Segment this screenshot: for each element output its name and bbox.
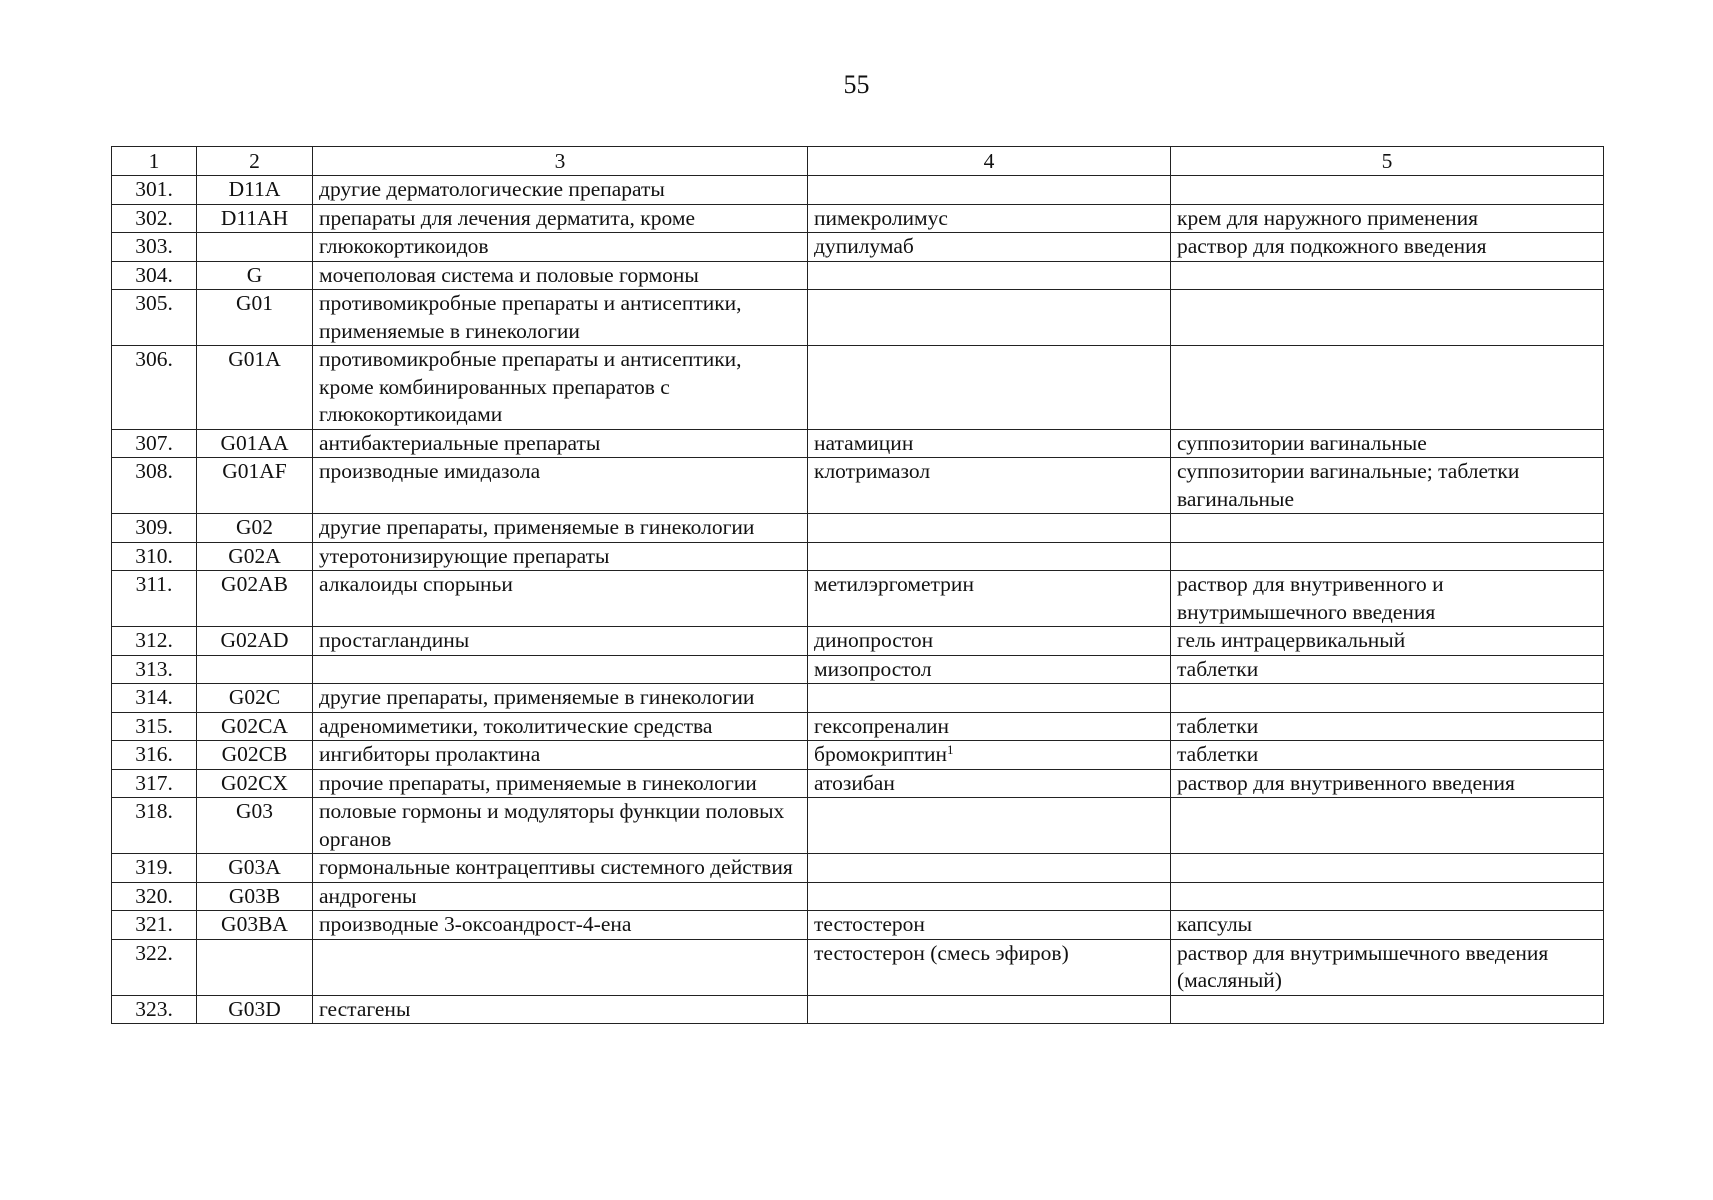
row-number: 314. [135,685,173,709]
row-number-cell [112,627,197,656]
column-header-2: 2 [197,147,313,176]
atc-code: G02AB [221,572,288,596]
atc-code-cell [197,882,313,911]
drug-name: тестостерон [814,912,925,936]
pharmacological-group: андрогены [319,883,417,908]
atc-code: D11AH [220,205,289,230]
column-header-4: 4 [808,147,1171,176]
atc-code-cell [197,627,313,656]
drug-name-cell [808,233,1171,262]
drug-name-cell [808,571,1171,627]
dosage-form-cell [1171,458,1604,514]
pharmacological-group-cell [313,655,808,684]
pharmacological-group-cell [313,712,808,741]
row-number: 303. [135,234,173,258]
atc-code: G [246,262,263,287]
row-number-cell [112,684,197,713]
pharmacological-group: прочие препараты, применяемые в гинекологии [319,770,757,795]
row-number-cell [112,542,197,571]
drug-name-cell [808,346,1171,430]
atc-code: G02AD [220,628,289,652]
row-number-cell [112,233,197,262]
row-number-cell [112,882,197,911]
dosage-form: суппозитории вагинальные [1177,430,1427,455]
dosage-form-cell [1171,655,1604,684]
pharmacological-group-cell [313,995,808,1024]
pharmacological-group: простагландины [319,628,470,652]
table-row [112,627,1604,656]
dosage-form-cell [1171,571,1604,627]
atc-code-cell [197,684,313,713]
pharmacological-group-cell [313,939,808,995]
atc-code-cell [197,798,313,854]
drug-name-cell [808,798,1171,854]
dosage-form-cell [1171,769,1604,798]
footnote-marker: 1 [947,742,954,757]
row-number: 321. [135,912,173,936]
row-number: 301. [135,177,173,201]
table-row [112,995,1604,1024]
table-row [112,176,1604,205]
pharmacological-group-cell [313,882,808,911]
table-row [112,204,1604,233]
row-number: 316. [135,742,173,766]
atc-code: G02 [235,515,274,539]
pharmacological-group-cell [313,911,808,940]
row-number-cell [112,290,197,346]
drug-name: метилэргометрин [814,572,974,596]
pharmacological-group: ингибиторы пролактина [319,742,541,766]
column-header-1: 1 [112,147,197,176]
row-number: 312. [135,628,173,652]
pharmacological-group-cell [313,458,808,514]
row-number-cell [112,712,197,741]
pharmacological-group-cell [313,346,808,430]
dosage-form-cell [1171,798,1604,854]
row-number: 307. [135,430,173,455]
atc-code-cell [197,571,313,627]
dosage-form: гель интрацервикальный [1177,628,1406,652]
atc-code: G02CA [221,713,288,738]
column-header-3: 3 [313,147,808,176]
dosage-form-cell [1171,939,1604,995]
table-row [112,261,1604,290]
drug-name-cell [808,290,1171,346]
table-row [112,429,1604,458]
pharmacological-group: препараты для лечения дерматита, кроме [319,205,695,230]
row-number: 313. [135,656,173,681]
atc-code-cell [197,233,313,262]
table-row [112,571,1604,627]
drug-name-cell [808,429,1171,458]
drug-name-cell [808,882,1171,911]
table-row [112,514,1604,543]
column-header-5: 5 [1171,147,1604,176]
atc-code: G03D [228,996,281,1021]
atc-code: G01 [235,291,274,315]
row-number: 323. [135,996,173,1021]
row-number-cell [112,458,197,514]
dosage-form: суппозитории вагинальные; таблетки вагинальные [1177,459,1520,511]
dosage-form-cell [1171,854,1604,883]
dosage-form-cell [1171,514,1604,543]
dosage-form: таблетки [1177,713,1259,738]
drug-name: тестостерон (смесь эфиров) [814,940,1069,965]
dosage-form-cell [1171,911,1604,940]
pharmacological-group-cell [313,798,808,854]
row-number: 305. [135,291,173,315]
pharmacological-group-cell [313,514,808,543]
dosage-form-cell [1171,542,1604,571]
dosage-form: раствор для внутримышечного введения (масляный) [1177,940,1549,992]
table-row [112,911,1604,940]
atc-code-cell [197,655,313,684]
pharmacological-group-cell [313,290,808,346]
pharmacological-group-cell [313,542,808,571]
atc-code-cell [197,429,313,458]
pharmacological-group: половые гормоны и модуляторы функции половых органов [319,799,785,851]
table-row [112,769,1604,798]
row-number-cell [112,911,197,940]
dosage-form-cell [1171,741,1604,770]
row-number-cell [112,571,197,627]
atc-code: G03A [228,855,281,879]
pharmacological-group: адреномиметики, токолитические средства [319,713,713,738]
pharmacological-group: гормональные контрацептивы системного действия [319,855,793,879]
pharmacological-group: противомикробные препараты и антисептики, применяемые в гинекологии [319,291,742,343]
drug-name-cell [808,684,1171,713]
atc-code: G02A [228,543,281,568]
drug-name-cell [808,741,1171,770]
pharmacological-group: алкалоиды спорыньи [319,572,513,596]
row-number: 302. [135,205,173,230]
dosage-form: капсулы [1177,912,1253,936]
table-row [112,542,1604,571]
atc-code: G03B [228,883,281,908]
drug-name-cell [808,204,1171,233]
row-number-cell [112,854,197,883]
dosage-form-cell [1171,712,1604,741]
pharmacological-group: антибактериальные препараты [319,430,601,455]
pharmacological-group: другие препараты, применяемые в гинекологии [319,515,755,539]
atc-code: D11A [228,177,281,201]
table-row [112,882,1604,911]
table-row [112,939,1604,995]
atc-code-cell [197,854,313,883]
row-number: 308. [135,459,173,483]
dosage-form-cell [1171,684,1604,713]
dosage-form: таблетки [1177,656,1259,681]
atc-code-cell [197,458,313,514]
row-number-cell [112,939,197,995]
atc-code-cell [197,712,313,741]
row-number-cell [112,176,197,205]
drug-name-cell [808,911,1171,940]
table-row [112,655,1604,684]
drug-name: пимекролимус [814,205,948,230]
row-number: 322. [135,940,173,965]
row-number: 310. [135,543,173,568]
row-number-cell [112,261,197,290]
table-row [112,741,1604,770]
pharmacological-group: другие дерматологические препараты [319,177,665,201]
atc-code: G01A [228,347,281,371]
drug-name: клотримазол [814,459,931,483]
row-number-cell [112,995,197,1024]
row-number: 319. [135,855,173,879]
row-number: 317. [135,770,173,795]
drug-name-cell [808,261,1171,290]
pharmacological-group: утеротонизирующие препараты [319,543,610,568]
pharmacological-group-cell [313,854,808,883]
drug-list-table [111,146,1604,1024]
drug-name: гексопреналин [814,713,950,738]
dosage-form-cell [1171,204,1604,233]
atc-code: G03BA [221,912,288,936]
dosage-form-cell [1171,627,1604,656]
drug-name: динопростон [814,628,934,652]
atc-code-cell [197,995,313,1024]
atc-code-cell [197,514,313,543]
row-number: 315. [135,713,173,738]
table-body [112,176,1604,1024]
pharmacological-group-cell [313,571,808,627]
drug-name-cell [808,939,1171,995]
page-number: 55 [843,70,870,99]
pharmacological-group: противомикробные препараты и антисептики, кроме комбинированных препаратов с глюкокортикоидами [319,347,742,426]
pharmacological-group: другие препараты, применяемые в гинекологии [319,685,755,709]
drug-name: мизопростол [814,656,932,681]
table-row [112,233,1604,262]
pharmacological-group-cell [313,204,808,233]
table-row [112,290,1604,346]
pharmacological-group-cell [313,429,808,458]
pharmacological-group-cell [313,233,808,262]
drug-name: бромокриптин [814,742,947,766]
row-number: 306. [135,347,173,371]
drug-name-cell [808,995,1171,1024]
atc-code-cell [197,542,313,571]
atc-code: G02CX [221,770,288,795]
pharmacological-group-cell [313,684,808,713]
row-number-cell [112,769,197,798]
drug-name: дупилумаб [814,234,914,258]
dosage-form-cell [1171,176,1604,205]
pharmacological-group: производные 3-оксоандрост-4-ена [319,912,632,936]
dosage-form: таблетки [1177,742,1259,766]
drug-name-cell [808,176,1171,205]
table-row [112,854,1604,883]
table-row [112,346,1604,430]
row-number: 311. [135,572,173,596]
atc-code-cell [197,176,313,205]
atc-code: G01AF [222,459,287,483]
dosage-form-cell [1171,233,1604,262]
pharmacological-group: мочеполовая система и половые гормоны [319,262,699,287]
drug-name-cell [808,769,1171,798]
atc-code-cell [197,911,313,940]
atc-code-cell [197,346,313,430]
pharmacological-group: производные имидазола [319,459,541,483]
pharmacological-group-cell [313,627,808,656]
drug-name-cell [808,854,1171,883]
atc-code-cell [197,204,313,233]
drug-name-cell [808,712,1171,741]
pharmacological-group-cell [313,741,808,770]
atc-code-cell [197,769,313,798]
pharmacological-group: гестагены [319,996,411,1021]
row-number: 318. [135,799,173,823]
table-row [112,458,1604,514]
dosage-form: раствор для внутривенного введения [1177,770,1515,795]
table-row [112,798,1604,854]
atc-code-cell [197,939,313,995]
row-number: 320. [135,883,173,908]
row-number-cell [112,514,197,543]
drug-name: натамицин [814,430,914,455]
drug-name: атозибан [814,770,895,795]
row-number-cell [112,655,197,684]
row-number: 309. [135,515,173,539]
pharmacological-group-cell [313,176,808,205]
row-number-cell [112,741,197,770]
table-row [112,712,1604,741]
drug-name-cell [808,542,1171,571]
dosage-form-cell [1171,346,1604,430]
pharmacological-group-cell [313,261,808,290]
row-number-cell [112,798,197,854]
pharmacological-group-cell [313,769,808,798]
drug-name-cell [808,655,1171,684]
table-row [112,684,1604,713]
table-header-row [112,147,1604,176]
row-number: 304. [135,262,173,287]
atc-code: G03 [235,799,274,823]
atc-code: G02CB [221,742,288,766]
dosage-form-cell [1171,995,1604,1024]
atc-code-cell [197,261,313,290]
row-number-cell [112,346,197,430]
row-number-cell [112,429,197,458]
atc-code: G01AA [220,430,289,455]
atc-code: G02C [228,685,281,709]
drug-name-cell [808,458,1171,514]
atc-code-cell [197,741,313,770]
dosage-form-cell [1171,261,1604,290]
dosage-form: раствор для внутривенного и внутримышечного введения [1177,572,1444,624]
dosage-form-cell [1171,882,1604,911]
pharmacological-group: глюкокортикоидов [319,234,489,258]
atc-code-cell [197,290,313,346]
row-number-cell [112,204,197,233]
dosage-form: крем для наружного применения [1177,205,1479,230]
dosage-form-cell [1171,429,1604,458]
dosage-form-cell [1171,290,1604,346]
drug-name-cell [808,514,1171,543]
dosage-form: раствор для подкожного введения [1177,234,1487,258]
drug-name-cell [808,627,1171,656]
